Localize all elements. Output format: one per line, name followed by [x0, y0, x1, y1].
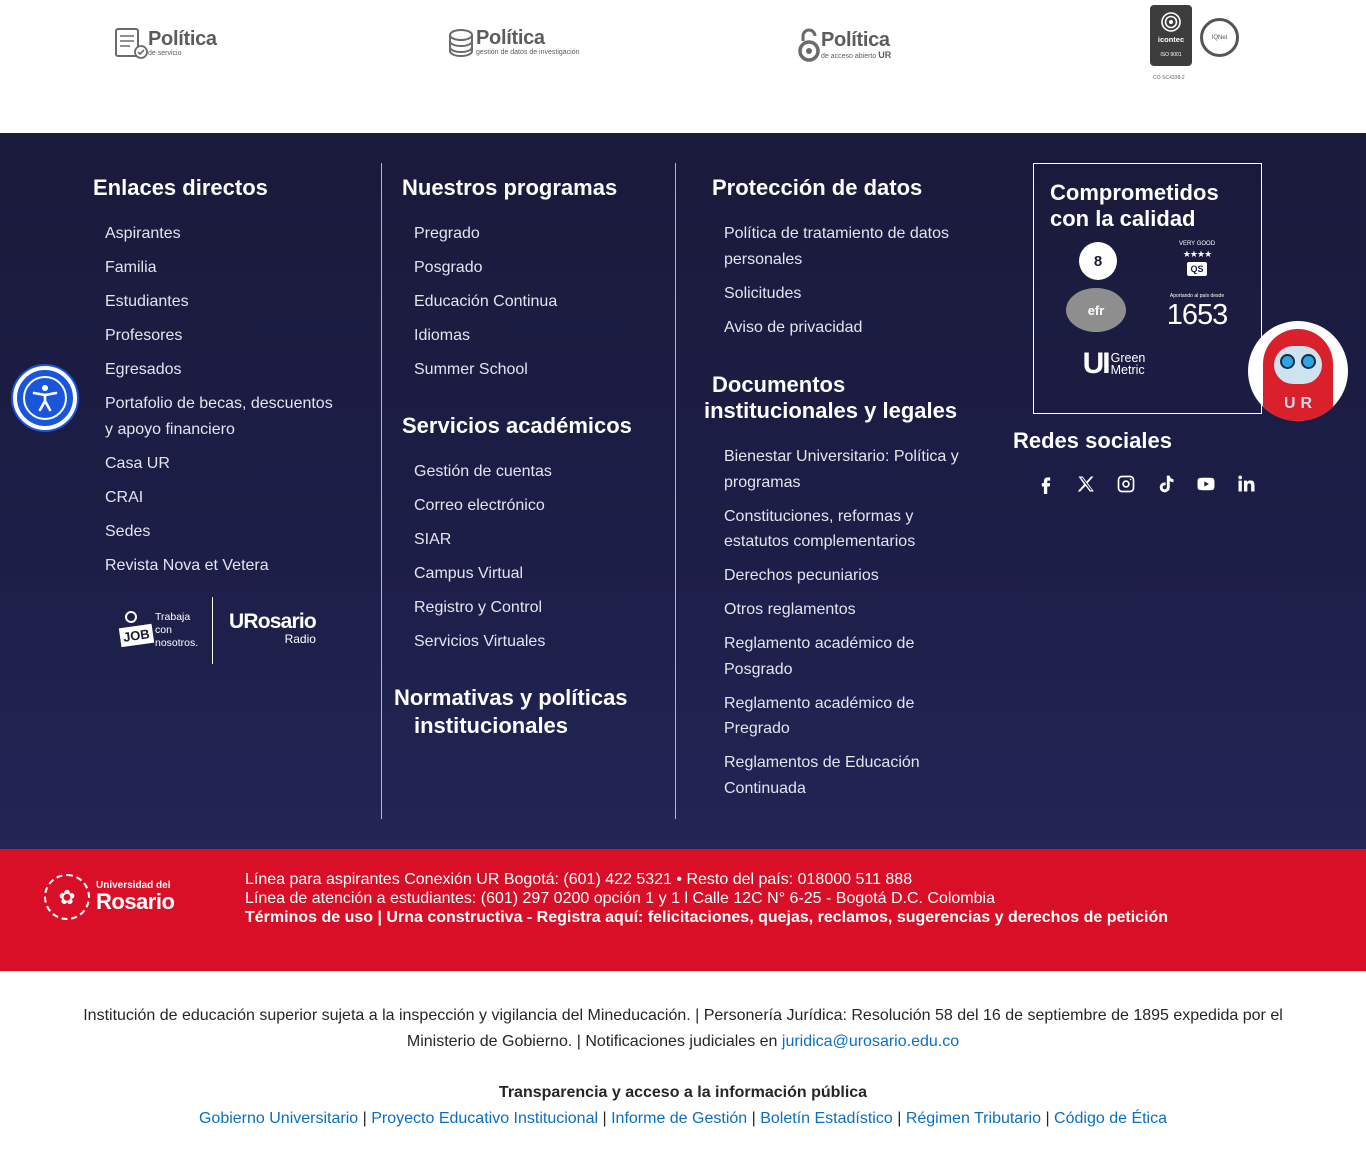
- documentos-heading-line-1: Documentos: [712, 372, 846, 397]
- footer-link-text[interactable]: Reglamento académico de Posgrado: [724, 635, 915, 678]
- boletin-estadistico-link[interactable]: Boletín Estadístico: [760, 1109, 893, 1127]
- site-footer: [0, 133, 1366, 849]
- transparencia-links: [0, 1106, 1366, 1132]
- politica-servicio-logo[interactable]: [114, 27, 217, 59]
- footer-link-text[interactable]: Estudiantes: [105, 293, 189, 310]
- footer-link-text[interactable]: CRAI: [105, 488, 144, 506]
- footer-link-aspirantes[interactable]: [105, 221, 345, 247]
- footer-link-text[interactable]: Reglamento académico de Pregrado: [724, 694, 915, 737]
- footer-link-text[interactable]: Derechos pecuniarios: [724, 567, 879, 584]
- job-line-2: con: [155, 624, 172, 636]
- linkedin-icon[interactable]: [1235, 473, 1256, 494]
- greenmetric-ui: UI: [1082, 347, 1109, 380]
- terminos-de-uso-link[interactable]: Términos de uso: [245, 909, 374, 927]
- accessibility-icon: [23, 376, 67, 420]
- normativas-heading[interactable]: [394, 685, 664, 739]
- transparencia-section: [0, 1080, 1366, 1131]
- enlaces-directos-list: [105, 221, 345, 587]
- policy-logo-strip: [0, 0, 1366, 133]
- separator: |: [1045, 1109, 1050, 1127]
- footer-link-text[interactable]: Campus Virtual: [414, 565, 524, 582]
- footer-link-text[interactable]: Aspirantes: [105, 225, 181, 242]
- footer-link-text[interactable]: Sedes: [105, 522, 151, 540]
- qs-logo: QS: [1187, 262, 1206, 276]
- iqnet-logo: IQNet: [1200, 18, 1239, 57]
- qs-stars: ★★★★: [1182, 248, 1212, 259]
- footer-link-text[interactable]: SIAR: [414, 531, 452, 548]
- column-divider: [675, 163, 676, 819]
- footer-link-constituciones[interactable]: [724, 504, 959, 555]
- footer-link-campus-virtual[interactable]: [414, 561, 654, 587]
- contact-info: [245, 870, 1168, 928]
- footer-link-profesores[interactable]: [105, 323, 345, 349]
- chatbot-avatar-button[interactable]: [1248, 321, 1348, 421]
- normativas-heading-line-2: institucionales: [414, 713, 569, 738]
- footer-link-egresados[interactable]: [105, 357, 345, 383]
- icontec-code: CO-SC4338-2: [1153, 75, 1185, 81]
- footer-link-sedes[interactable]: [105, 519, 345, 545]
- radio-logo-name: URosario: [229, 610, 316, 633]
- footer-link-text[interactable]: Otros reglamentos: [724, 601, 856, 618]
- politica-acceso-subtitle-ur: UR: [878, 50, 892, 60]
- servicios-academicos-list: [414, 459, 654, 663]
- politica-gestion-title: Política: [476, 27, 545, 49]
- proteccion-datos-list: [724, 221, 969, 349]
- footer-link-siar[interactable]: [414, 527, 654, 553]
- politica-acceso-title: Política: [821, 29, 890, 51]
- column-divider: [381, 163, 382, 819]
- calidad-title-line-1: Comprometidos: [1050, 180, 1219, 205]
- footer-link-estudiantes[interactable]: [105, 289, 345, 315]
- trabaja-con-nosotros-logo[interactable]: [120, 611, 206, 653]
- footer-link-text[interactable]: Pregrado: [414, 225, 480, 242]
- separator: |: [897, 1109, 902, 1127]
- aspirantes-phone-line: Línea para aspirantes Conexión UR Bogotá: (601) 422 5321 • Resto del país: 018000 511 888: [245, 871, 913, 888]
- footer-link-text[interactable]: Gestión de cuentas: [414, 463, 552, 480]
- estudiantes-phone-line: Línea de atención a estudiantes: (601) 297 0200 opción 1 y 1 l Calle 12C N° 6-25 - Bogotá D.C. Colombia: [245, 890, 995, 908]
- accessibility-button[interactable]: [13, 366, 77, 430]
- documentos-heading-line-2: institucionales y legales: [704, 398, 958, 423]
- footer-link-summer-school[interactable]: [414, 357, 654, 383]
- politica-acceso-logo[interactable]: [797, 27, 891, 63]
- separator: |: [377, 909, 382, 927]
- footer-link-bienestar[interactable]: [724, 444, 959, 495]
- instagram-icon[interactable]: [1115, 473, 1136, 494]
- footer-link-text[interactable]: Revista Nova et Vetera: [105, 556, 269, 574]
- icontec-certification: [1150, 5, 1250, 85]
- year-caption: Aportando al país desde: [1169, 293, 1225, 299]
- document-check-icon: [114, 27, 148, 59]
- proyecto-educativo-link[interactable]: Proyecto Educativo Institucional: [371, 1109, 599, 1127]
- footer-link-text[interactable]: Constituciones, reformas y estatutos complementarios: [724, 507, 916, 550]
- transparencia-title: Transparencia y acceso a la información pública: [498, 1084, 868, 1101]
- rosario-crest-icon: ✿: [44, 874, 90, 920]
- database-cloud-icon: [446, 27, 476, 57]
- chatbot-eye: [1280, 354, 1295, 369]
- juridica-email-link[interactable]: juridica@urosario.edu.co: [781, 1032, 960, 1050]
- qs-rating-text: VERY GOOD: [1178, 240, 1216, 247]
- footer-link-familia[interactable]: [105, 255, 345, 281]
- footer-link-text[interactable]: Bienestar Universitario: Política y programas: [724, 448, 959, 491]
- legal-notice: [0, 1003, 1366, 1054]
- footer-link-posgrado[interactable]: [414, 255, 654, 281]
- tiktok-icon[interactable]: [1155, 473, 1176, 494]
- calidad-box: [1033, 163, 1262, 414]
- footer-link-text[interactable]: Casa UR: [105, 454, 170, 472]
- politica-gestion-subtitle: gestión de datos de investigación: [476, 49, 580, 56]
- job-line-1: Trabaja: [155, 611, 191, 623]
- footer-link-solicitudes[interactable]: [724, 281, 969, 307]
- footer-link-text[interactable]: Egresados: [105, 361, 182, 378]
- qs-stars-badge: [1174, 234, 1220, 282]
- footer-link-reglamento-pregrado[interactable]: [724, 691, 959, 742]
- enlaces-directos-heading: Enlaces directos: [93, 175, 268, 200]
- footer-link-text[interactable]: Política de tratamiento de datos personales: [724, 225, 950, 268]
- footer-link-text[interactable]: Posgrado: [414, 259, 483, 276]
- redes-sociales-heading: Redes sociales: [1013, 428, 1172, 453]
- job-tagline: [155, 611, 198, 650]
- calidad-title-line-2: con la calidad: [1050, 206, 1196, 231]
- pin-icon: [125, 611, 137, 623]
- footer-link-portafolio-becas[interactable]: [105, 391, 345, 442]
- nuestros-programas-heading: Nuestros programas: [402, 175, 618, 200]
- normativas-heading-line-1: Normativas y políticas: [394, 685, 628, 710]
- footer-link-correo[interactable]: [414, 493, 654, 519]
- icontec-brand: icontec: [1157, 35, 1185, 44]
- footer-link-text[interactable]: Registro y Control: [414, 599, 543, 616]
- regimen-tributario-link[interactable]: Régimen Tributario: [905, 1109, 1041, 1127]
- urosario-radio-logo[interactable]: [229, 611, 316, 645]
- ui-greenmetric-badge: [1074, 339, 1154, 389]
- year-value: 1653: [1166, 299, 1228, 331]
- footer-link-gestion-cuentas[interactable]: [414, 459, 654, 485]
- codigo-etica-link[interactable]: Código de Ética: [1054, 1109, 1168, 1127]
- footer-link-idiomas[interactable]: [414, 323, 654, 349]
- footer-link-educacion-continua[interactable]: [414, 289, 654, 315]
- social-links: [1035, 473, 1256, 494]
- footer-link-casa-ur[interactable]: [105, 451, 345, 477]
- calidad-title: [1050, 180, 1219, 232]
- informe-gestion-link[interactable]: Informe de Gestión: [611, 1109, 748, 1127]
- gobierno-universitario-link[interactable]: Gobierno Universitario: [198, 1109, 359, 1127]
- footer-link-servicios-virtuales[interactable]: [414, 629, 654, 655]
- year-1653-badge: [1162, 292, 1232, 332]
- politica-servicio-subtitle: de servicio: [148, 50, 182, 57]
- documentos-list: [724, 444, 959, 810]
- footer-link-text[interactable]: Aviso de privacidad: [724, 318, 863, 336]
- footer-link-reglamento-posgrado[interactable]: [724, 631, 959, 682]
- greenmetric-line-1: Green: [1110, 351, 1146, 365]
- chatbot-label: UR: [1284, 395, 1318, 412]
- open-access-lock-icon: [797, 27, 821, 63]
- footer-link-politica-tratamiento[interactable]: [724, 221, 969, 272]
- greenmetric-text: [1111, 352, 1146, 376]
- youtube-icon[interactable]: [1195, 473, 1216, 494]
- footer-link-pregrado[interactable]: [414, 221, 654, 247]
- footer-link-text[interactable]: Educación Continua: [414, 293, 558, 310]
- terms-line: [245, 908, 1168, 927]
- separator: |: [751, 1109, 756, 1127]
- politica-gestion-logo[interactable]: [446, 27, 580, 57]
- footer-link-text[interactable]: Reglamentos de Educación Continuada: [724, 754, 920, 797]
- footer-link-text[interactable]: Correo electrónico: [414, 497, 545, 514]
- footer-link-text[interactable]: Solicitudes: [724, 284, 802, 302]
- politica-acceso-subtitle: [821, 51, 891, 60]
- chatbot-eye: [1301, 354, 1316, 369]
- icontec-standard: ISO 9001: [1160, 52, 1182, 58]
- rosario-logo-line-1: Universidad del: [96, 880, 171, 891]
- footer-link-reglamento-educacion-continuada[interactable]: [724, 750, 959, 801]
- footer-link-text[interactable]: Familia: [105, 259, 157, 276]
- footer-link-otros-reglamentos[interactable]: [724, 597, 959, 623]
- proteccion-datos-heading: Protección de datos: [712, 175, 923, 200]
- politica-acceso-subtitle-text: de acceso abierto: [821, 53, 877, 60]
- universidad-rosario-logo[interactable]: [44, 874, 174, 920]
- footer-link-registro-control[interactable]: [414, 595, 654, 621]
- contact-bar: [0, 849, 1366, 971]
- footer-link-revista[interactable]: [105, 553, 345, 579]
- footer-link-derechos-pecuniarios[interactable]: [724, 563, 959, 589]
- servicios-academicos-heading: Servicios académicos: [402, 413, 632, 438]
- job-line-3: nosotros.: [155, 637, 199, 649]
- x-icon[interactable]: [1075, 473, 1096, 494]
- footer-link-text[interactable]: Summer School: [414, 361, 528, 378]
- legal-text: Institución de educación superior sujeta a la inspección y vigilancia del Mineducación. | Personería Jurídica: Resolución 58 del 16 de septiembre de 1895 expedida por el Ministerio de Gobierno. | Notificaciones judiciales en: [83, 1007, 1283, 1050]
- nuestros-programas-list: [414, 221, 654, 391]
- separator: |: [602, 1109, 607, 1127]
- rosario-logo-line-2: Rosario: [96, 889, 175, 914]
- greenmetric-line-2: Metric: [1110, 363, 1145, 377]
- footer-link-text[interactable]: Servicios Virtuales: [414, 633, 546, 650]
- separator: |: [362, 1109, 367, 1127]
- urna-constructiva-link[interactable]: Urna constructiva - Registra aquí: felicitaciones, quejas, reclamos, sugerencias y derechos de petición: [386, 909, 1169, 927]
- politica-servicio-title: Política: [148, 28, 217, 50]
- efr-badge: efr: [1066, 288, 1126, 332]
- footer-link-crai[interactable]: [105, 485, 345, 511]
- acreditacion-8-badge: 8: [1079, 242, 1117, 280]
- footer-link-aviso-privacidad[interactable]: [724, 315, 969, 341]
- documentos-heading: [704, 372, 974, 424]
- footer-link-text[interactable]: Portafolio de becas, descuentos y apoyo financiero: [105, 395, 333, 438]
- footer-link-text[interactable]: Idiomas: [414, 327, 471, 344]
- facebook-icon[interactable]: [1035, 473, 1056, 494]
- job-badge: JOB: [119, 624, 154, 647]
- logos-divider: [212, 597, 213, 664]
- footer-link-text[interactable]: Profesores: [105, 327, 183, 344]
- icontec-spiral-icon: [1160, 11, 1182, 33]
- icontec-logo: [1150, 5, 1192, 66]
- radio-logo-sub: Radio: [284, 632, 316, 646]
